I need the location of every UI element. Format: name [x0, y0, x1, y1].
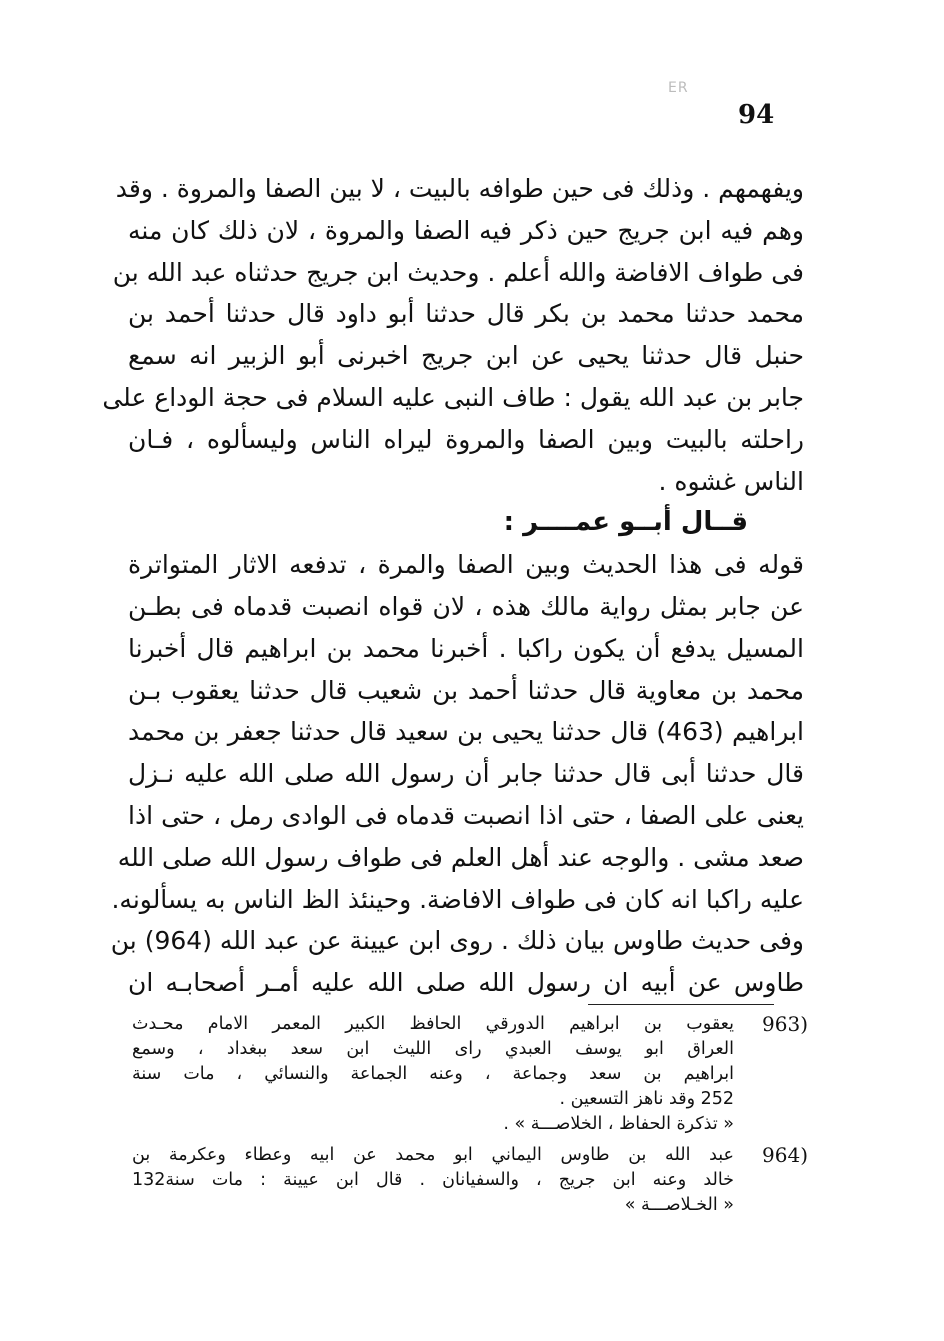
text-line: قوله فى هذا الحديث وبين الصفا والمرة ، تدفعه الاثار المتواترة: [128, 550, 804, 580]
footnote-963: [132, 1012, 808, 1137]
footnote-line: العراق ابو يوسف العبدي راى الليث ابن سعد ببغداد ، وسمع: [132, 1039, 734, 1059]
text-line: جابر بن عبد الله يقول : طاف النبى عليه السلام فى حجة الوداع على: [102, 382, 804, 412]
footnote-964: [132, 1143, 808, 1218]
text-line: وهم فيه ابن جريج حين ذكر فيه الصفا والمروة ، لان ذلك كان منه: [128, 215, 804, 245]
page-number: 94: [738, 100, 775, 130]
text-line: عن جابر بمثل رواية مالك هذه ، لان قواه انصبت قدماه فى بطـن: [128, 591, 804, 621]
footnote-line: ابراهيم بن سعد وجماعة ، وعنه الجماعة والنسائي ، مات سنة: [132, 1064, 734, 1084]
text-line: المسيل يدفع أن يكون راكبا . أخبرنا محمد بن ابراهيم قال أخبرنا: [128, 633, 804, 663]
main-text: [102, 168, 804, 1004]
text-line: محمد بن معاوية قال حدثنا أحمد بن شعيب قال حدثنا يعقوب بـن: [128, 675, 804, 705]
footnote-line: 252 وقد ناهز التسعين .: [559, 1089, 734, 1109]
text-line: طاوس عن أبيه ان رسول الله صلى الله عليه أمـر أصحابـه ان: [128, 968, 804, 998]
text-line: راحلته بالبيت وبين الصفا والمروة ليراه الناس وليسألوه ، فـان: [128, 424, 804, 454]
footnote-divider: [588, 1004, 774, 1005]
footnote-line: خالد وعنه ابن جريج ، والسفيانان . قال ابن عيينة : مات سنة132: [132, 1170, 734, 1190]
text-line: ابراهيم (463) قال حدثنا يحيى بن سعيد قال حدثنا جعفر بن محمد: [128, 717, 804, 747]
text-line: محمد حدثنا محمد بن بكر قال حدثنا أبو داود قال حدثنا أحمد بن: [128, 299, 804, 329]
text-line: حنبل قال حدثنا يحيى عن ابن جريج اخبرنى أبو الزبير انه سمع: [128, 341, 804, 371]
footnote-line: « الخـلاصـــة »: [624, 1195, 734, 1215]
text-line: ويفهمهم . وذلك فى حين طوافه بالبيت ، لا بين الصفا والمروة . وقد: [115, 174, 804, 203]
footnote-number: 963): [762, 1012, 808, 1036]
text-line: قال حدثنا أبى قال حدثنا جابر أن رسول الله صلى الله عليه نـزل: [128, 759, 804, 789]
library-stamp: ER: [668, 80, 689, 96]
footnotes: [132, 1012, 808, 1224]
text-line: فى طواف الافاضة والله أعلم . وحديث ابن جريج حدثناه عبد الله بن: [112, 257, 804, 287]
footnote-number: 964): [762, 1143, 808, 1167]
footnote-line: « تذكرة الحفاظ ، الخلاصـــة » .: [503, 1114, 734, 1134]
section-heading: قــال أبــو عمــــر :: [503, 507, 748, 538]
text-line: وفى حديث طاوس بيان ذلك . روى ابن عيينة عن عبد الله (964) بن: [110, 926, 804, 956]
text-line: صعد مشى . والوجه عند أهل العلم فى طواف رسول الله صلى الله: [117, 842, 804, 872]
footnote-line: يعقوب بن ابراهيم الدورقي الحافظ الكبير المعمر الامام محـدث: [132, 1014, 734, 1034]
text-line: يعنى على الصفا ، حتى اذا انصبت قدماه فى الوادى رمل ، حتى اذا: [128, 800, 804, 830]
text-line: عليه راكبا انه كان فى طواف الافاضة. وحينئذ الظ الناس به يسألونه.: [111, 884, 804, 914]
footnote-line: عبد الله بن طاوس اليماني ابو محمد عن ابيه وعطاء وعكرمة بن: [132, 1145, 734, 1165]
text-line: الناس غشوه .: [658, 466, 804, 496]
